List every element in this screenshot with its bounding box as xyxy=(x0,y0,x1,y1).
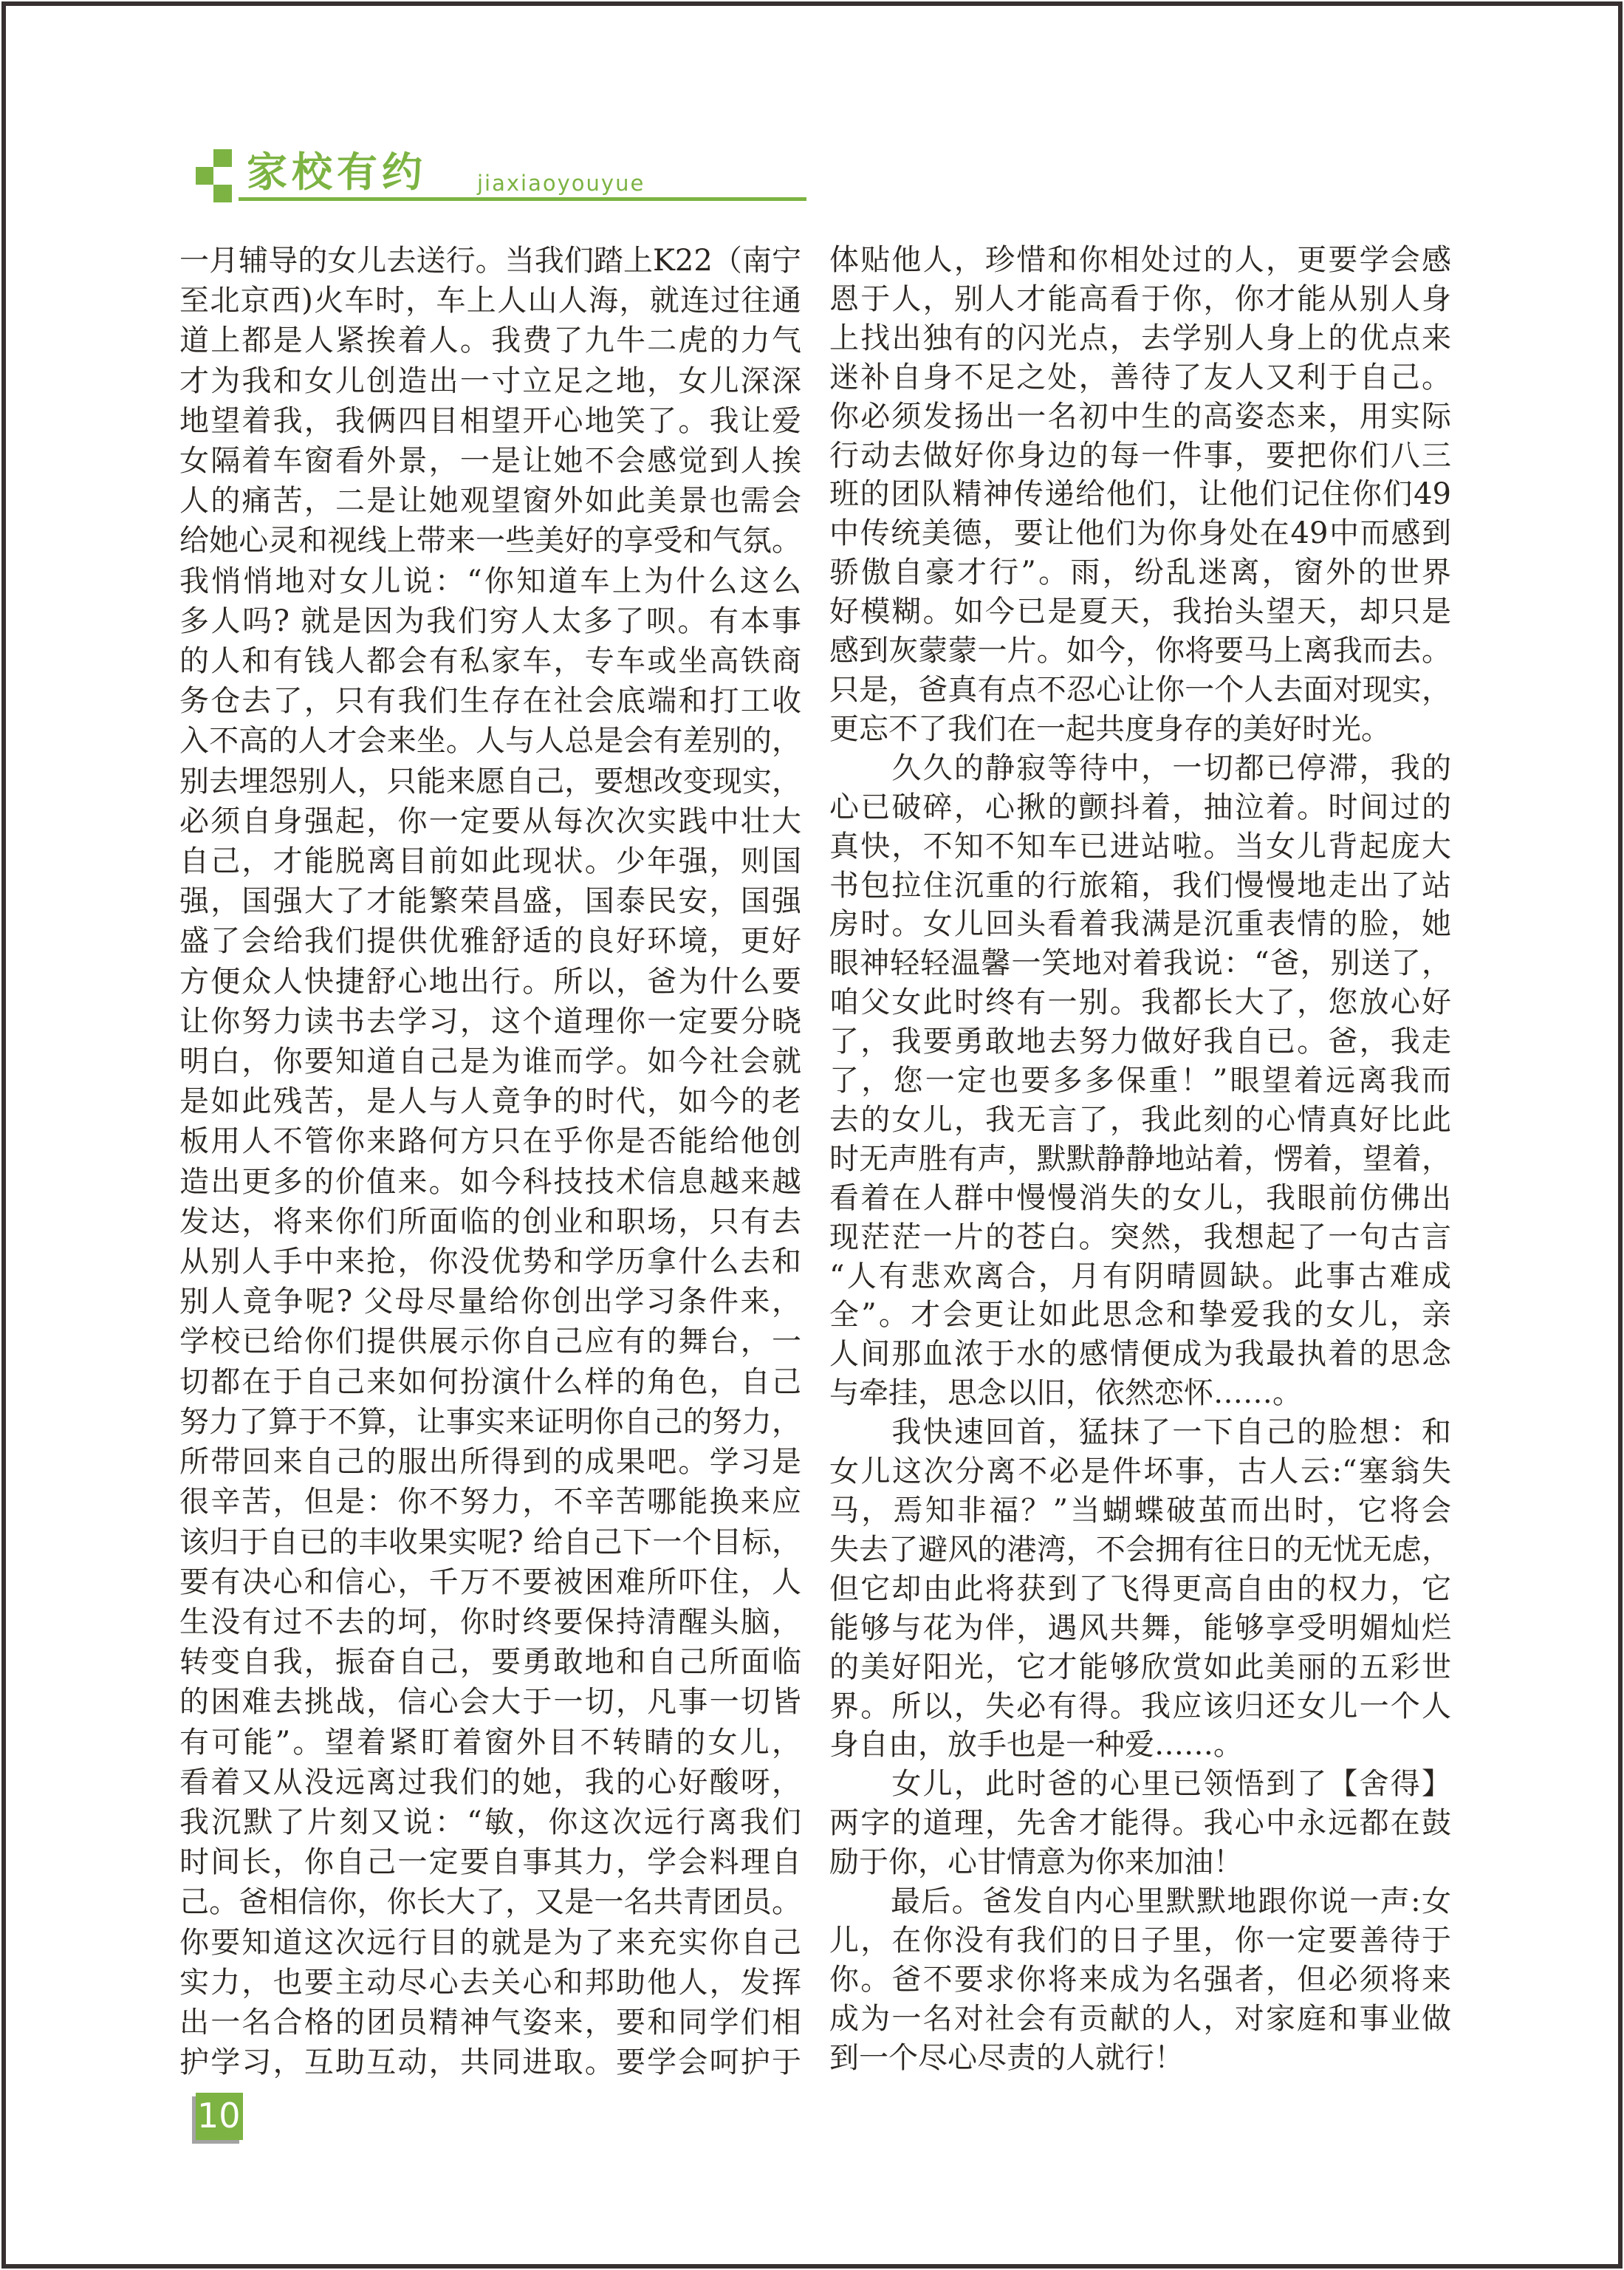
text-line: 但它却由此将获到了飞得更高自由的权力，它 xyxy=(829,1571,1451,1606)
text-line: 了，我要勇敢地去努力做好我自已。爸，我走 xyxy=(829,1025,1451,1059)
text-line: 才为我和女儿创造出一寸立足之地，女儿深深 xyxy=(179,363,801,398)
text-line: 书包拉住沉重的行旅箱，我们慢慢地走出了站 xyxy=(829,868,1451,903)
text-line: 你。爸不要求你将来成为名强者，但必须将来 xyxy=(829,1962,1451,1997)
text-line: 励于你，心甘情意为你来加油！ xyxy=(829,1845,1243,1880)
text-line: 你要知道这次远行目的就是为了来充实你自己 xyxy=(179,1925,801,1960)
text-line: 真快，不知不知车已进站啦。当女儿背起庞大 xyxy=(829,829,1451,864)
text-line: 去的女儿，我无言了，我此刻的心情真好比此 xyxy=(829,1102,1451,1137)
text-line: 给她心灵和视线上带来一些美好的享受和气氛。 xyxy=(179,524,801,558)
text-line: 人间那血浓于水的感情便成为我最执着的思念 xyxy=(829,1337,1451,1372)
text-line: 更忘不了我们在一起共度身存的美好时光。 xyxy=(829,711,1391,746)
text-line: 入不高的人才会来坐。人与人总是会有差别的， xyxy=(179,724,801,759)
text-line: 我快速回首，猛抹了一下自己的脸想：和 xyxy=(829,1415,1451,1450)
text-line: 班的团队精神传递给他们，让他们记住你们49 xyxy=(829,477,1451,512)
text-line: 失去了避风的港湾，不会拥有往日的无忧无虑， xyxy=(829,1532,1451,1567)
text-line: 别去埋怨别人，只能来愿自己，要想改变现实， xyxy=(179,764,801,799)
text-line: 学校已给你们提供展示你自己应有的舞台，一 xyxy=(179,1324,801,1359)
text-line: 从别人手中来抢，你没优势和学历拿什么去和 xyxy=(179,1245,801,1279)
text-line: 久久的静寂等待中，一切都已停滞，我的 xyxy=(829,751,1451,785)
text-line: 成为一名对社会有贡献的人，对家庭和事业做 xyxy=(829,2001,1451,2036)
text-line: 体贴他人，珍惜和你相处过的人，更要学会感 xyxy=(829,243,1451,277)
text-line: 自己，才能脱离目前如此现状。少年强，则国 xyxy=(179,844,801,879)
brand-checker-square-icon xyxy=(213,149,232,167)
text-line: 马，焉知非福？”当蝴蝶破茧而出时，它将会 xyxy=(829,1494,1451,1528)
text-line: 出一名合格的团员精神气姿来，要和同学们相 xyxy=(179,2005,801,2040)
text-line: 所带回来自己的服出所得到的成果吧。学习是 xyxy=(179,1445,801,1480)
text-line: 强，国强大了才能繁荣昌盛，国泰民安，国强 xyxy=(179,884,801,919)
text-line: 上找出独有的闪光点，去学别人身上的优点来 xyxy=(829,321,1451,355)
text-line: 别人竟争呢? 父母尽量给你创出学习条件来， xyxy=(179,1285,801,1319)
text-line: 明白，你要知道自己是为谁而学。如今社会就 xyxy=(179,1045,801,1079)
header-rule xyxy=(239,197,806,201)
text-line: 中传统美德，要让他们为你身处在49中而感到 xyxy=(829,516,1451,551)
text-line: 己。爸相信你，你长大了，又是一名共青团员。 xyxy=(179,1885,801,1920)
text-line: 两字的道理，先舍才能得。我心中永远都在鼓 xyxy=(829,1806,1451,1841)
text-line: 务仓去了，只有我们生存在社会底端和打工收 xyxy=(179,684,801,719)
text-line: 的美好阳光，它才能够欣赏如此美丽的五彩世 xyxy=(829,1649,1451,1684)
section-title: 家校有约 xyxy=(247,148,428,196)
text-line: 迷补自身不足之处，善待了友人又利于自己。 xyxy=(829,360,1451,394)
brand-checker-square-icon xyxy=(213,185,232,202)
text-line: 至北京西)火车时，车上人山人海，就连过往通 xyxy=(179,284,801,318)
text-line: 房时。女儿回头看着我满是沉重表情的脸，她 xyxy=(829,907,1451,942)
brand-checker-square-icon xyxy=(196,167,213,185)
text-line: 地望着我，我俩四目相望开心地笑了。我让爱 xyxy=(179,403,801,438)
text-line: 转变自我，振奋自己，要勇敢地和自己所面临 xyxy=(179,1645,801,1680)
text-line: 只是，爸真有点不忍心让你一个人去面对现实， xyxy=(829,672,1451,707)
text-line: 全”。才会更让如此思念和挚爱我的女儿，亲 xyxy=(829,1298,1451,1333)
left-text-column xyxy=(179,241,801,2082)
text-line: 恩于人，别人才能高看于你，你才能从别人身 xyxy=(829,281,1451,316)
text-line: 有可能”。望着紧盯着窗外目不转睛的女儿， xyxy=(179,1725,801,1760)
text-line: 的困难去挑战，信心会大于一切，凡事一切皆 xyxy=(179,1685,801,1720)
text-line: 切都在于自己来如何扮演什么样的角色，自己 xyxy=(179,1364,801,1399)
right-text-column xyxy=(829,241,1451,2078)
section-title-pinyin: jiaxiaoyouyue xyxy=(477,171,645,196)
text-line: 一月辅导的女儿去送行。当我们踏上K22（南宁 xyxy=(179,244,801,278)
text-line: 让你努力读书去学习，这个道理你一定要分晓 xyxy=(179,1004,801,1039)
text-line: 界。所以，失必有得。我应该归还女儿一个人 xyxy=(829,1689,1451,1723)
text-line: 努力了算于不算，让事实来证明你自己的努力， xyxy=(179,1404,801,1439)
text-line: 能够与花为伴，遇风共舞，能够享受明媚灿烂 xyxy=(829,1610,1451,1645)
text-line: 感到灰蒙蒙一片。如今，你将要马上离我而去。 xyxy=(829,634,1451,669)
text-line: 儿，在你没有我们的日子里，你一定要善待于 xyxy=(829,1923,1451,1958)
page-number-badge: 105 xyxy=(196,2093,243,2140)
text-line: 看着又从没远离过我们的她，我的心好酸呀， xyxy=(179,1765,801,1799)
text-line: 了，您一定也要多多保重！”眼望着远离我而 xyxy=(829,1064,1451,1098)
text-line: 时间长，你自己一定要自事其力，学会料理自 xyxy=(179,1845,801,1880)
text-line: 发达，将来你们所面临的创业和职场，只有去 xyxy=(179,1204,801,1239)
text-line: 行动去做好你身边的每一件事，要把你们八三 xyxy=(829,438,1451,473)
text-line: 要有决心和信心，千万不要被困难所吓住，人 xyxy=(179,1565,801,1599)
text-line: 的人和有钱人都会有私家车，专车或坐高铁商 xyxy=(179,644,801,679)
text-line: 造出更多的价值来。如今科技技术信息越来越 xyxy=(179,1164,801,1199)
text-line: 现茫茫一片的苍白。突然，我想起了一句古言 xyxy=(829,1220,1451,1254)
text-line: 我悄悄地对女儿说：“你知道车上为什么这么 xyxy=(179,564,801,598)
text-line: 是如此残苦，是人与人竟争的时代，如今的老 xyxy=(179,1084,801,1119)
text-line: 到一个尽心尽责的人就行！ xyxy=(829,2040,1184,2075)
text-line: 咱父女此时终有一别。我都长大了，您放心好 xyxy=(829,985,1451,1020)
text-line: 板用人不管你来路何方只在乎你是否能给他创 xyxy=(179,1124,801,1159)
text-line: 女儿，此时爸的心里已领悟到了【舍得】 xyxy=(829,1767,1451,1802)
text-line: 身自由，放手也是一种爱……。 xyxy=(829,1728,1243,1763)
text-line: 眼神轻轻温馨一笑地对着我说：“爸，别送了， xyxy=(829,946,1451,981)
text-line: 盛了会给我们提供优雅舒适的良好环境，更好 xyxy=(179,924,801,959)
text-line: 女儿这次分离不必是件坏事，古人云:“塞翁失 xyxy=(829,1454,1451,1489)
text-line: 你必须发扬出一名初中生的高姿态来，用实际 xyxy=(829,399,1451,434)
text-line: 多人吗? 就是因为我们穷人太多了呗。有本事 xyxy=(179,604,801,638)
text-line: 实力，也要主动尽心去关心和邦助他人，发挥 xyxy=(179,1965,801,2000)
text-line: 该归于自已的丰收果实呢? 给自己下一个目标， xyxy=(179,1525,801,1559)
text-line: 与牵挂，思念以旧，依然恋怀……。 xyxy=(829,1376,1302,1411)
text-line: 我沉默了片刻又说：“敏，你这次远行离我们 xyxy=(179,1805,801,1839)
text-line: 最后。爸发自内心里默默地跟你说一声:女 xyxy=(829,1884,1451,1919)
text-line: “人有悲欢离合，月有阴晴圆缺。此事古难成 xyxy=(829,1259,1451,1293)
text-line: 方便众人快捷舒心地出行。所以，爸为什么要 xyxy=(179,964,801,999)
text-line: 骄傲自豪才行”。雨，纷乱迷离，窗外的世界 xyxy=(829,555,1451,590)
text-line: 必须自身强起，你一定要从每次次实践中壮大 xyxy=(179,804,801,838)
text-line: 心已破碎，心揪的颤抖着，抽泣着。时间过的 xyxy=(829,790,1451,824)
text-line: 时无声胜有声，默默静静地站着，愣着，望着， xyxy=(829,1141,1451,1176)
text-line: 护学习，互助互动，共同进取。要学会呵护于 xyxy=(179,2045,801,2080)
text-line: 生没有过不去的坷，你时终要保持清醒头脑， xyxy=(179,1604,801,1639)
text-line: 看着在人群中慢慢消失的女儿，我眼前仿佛出 xyxy=(829,1180,1451,1215)
text-line: 人的痛苦，二是让她观望窗外如此美景也需会 xyxy=(179,484,801,519)
text-line: 好模糊。如今已是夏天，我抬头望天，却只是 xyxy=(829,595,1451,629)
text-line: 很辛苦，但是：你不努力，不辛苦哪能换来应 xyxy=(179,1485,801,1519)
text-line: 女隔着车窗看外景，一是让她不会感觉到人挨 xyxy=(179,444,801,479)
text-line: 道上都是人紧挨着人。我费了九牛二虎的力气 xyxy=(179,324,801,358)
